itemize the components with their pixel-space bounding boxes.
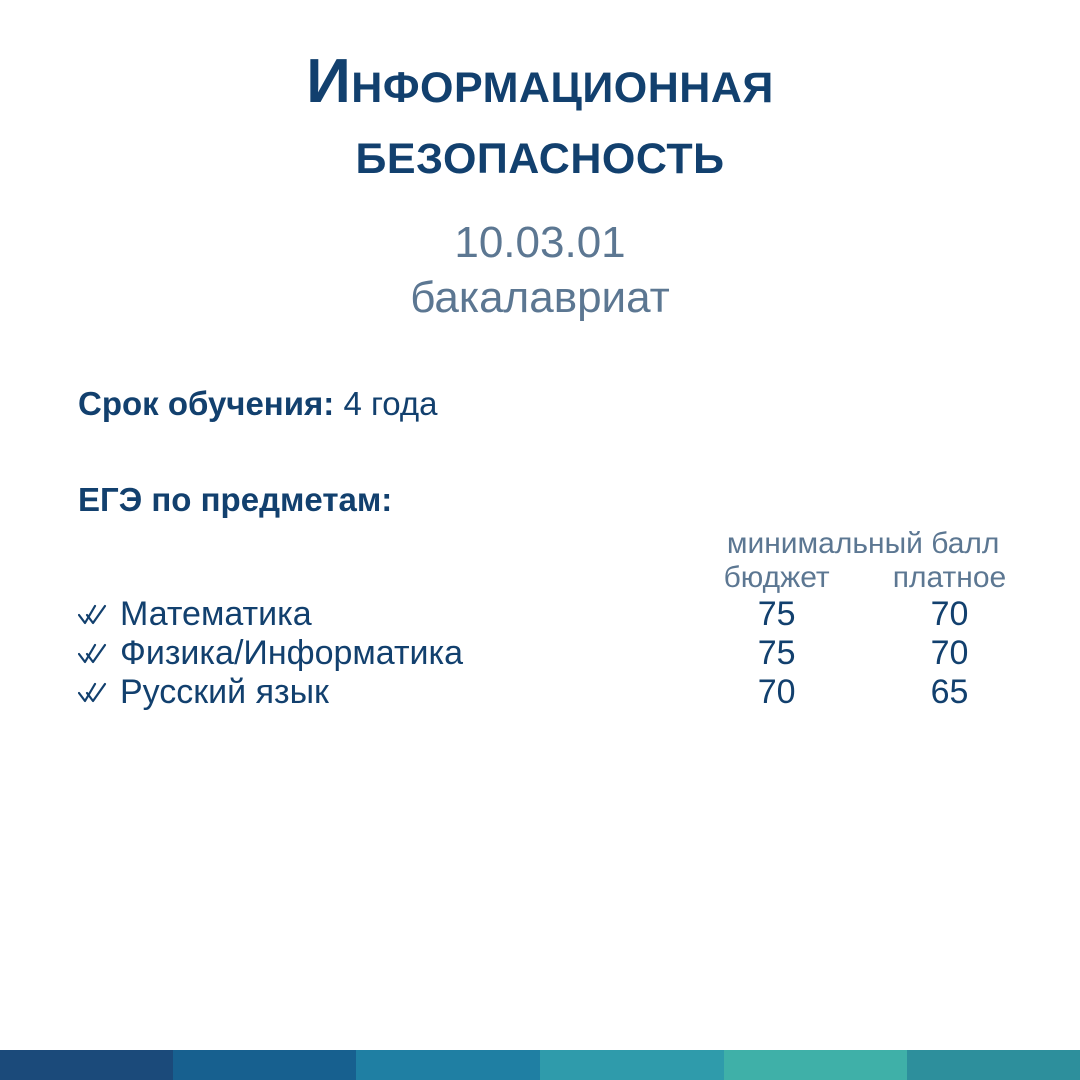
page-title-line-1: Информационная bbox=[306, 47, 774, 116]
subject-label: Математика bbox=[120, 594, 312, 633]
bottom-accent-bar bbox=[0, 1050, 1080, 1080]
paid-score: 70 bbox=[930, 594, 969, 633]
bar-segment bbox=[724, 1050, 908, 1080]
scores-table-head bbox=[78, 527, 1036, 595]
header-subject-blank bbox=[78, 527, 690, 561]
header-paid: платное bbox=[892, 560, 1007, 594]
paid-score: 70 bbox=[930, 633, 969, 672]
program-subtitle bbox=[0, 215, 1080, 325]
subject-label: Физика/Информатика bbox=[120, 633, 464, 672]
subject-cell bbox=[78, 673, 690, 712]
title-block bbox=[0, 0, 1080, 325]
header-subject bbox=[78, 561, 690, 595]
bar-segment bbox=[540, 1050, 724, 1080]
exams-heading: ЕГЭ по предметам: bbox=[78, 480, 393, 518]
paid-score: 65 bbox=[930, 672, 969, 711]
duration-label: Срок обучения: bbox=[78, 384, 335, 422]
scores-table bbox=[78, 527, 1036, 712]
scores-table-body bbox=[78, 595, 1036, 712]
duration-value: 4 года bbox=[343, 384, 438, 422]
bar-segment bbox=[356, 1050, 540, 1080]
header-min-score: минимальный балл bbox=[726, 526, 1000, 560]
table-header-group-row bbox=[78, 527, 1036, 561]
program-level: бакалавриат bbox=[410, 272, 670, 322]
subject-cell bbox=[78, 595, 690, 634]
double-check-icon bbox=[78, 597, 120, 631]
page-title bbox=[0, 46, 1080, 189]
subject-label: Русский язык bbox=[120, 672, 329, 711]
bar-segment bbox=[173, 1050, 357, 1080]
header-budget: бюджет bbox=[723, 560, 830, 594]
table-row bbox=[78, 595, 1036, 634]
subject-cell bbox=[78, 634, 690, 673]
program-code: 10.03.01 bbox=[454, 217, 626, 267]
duration-row bbox=[78, 385, 1036, 423]
budget-score: 75 bbox=[757, 633, 796, 672]
table-row bbox=[78, 673, 1036, 712]
bar-segment bbox=[907, 1050, 1080, 1080]
page-title-line-2: безопасность bbox=[355, 118, 725, 188]
budget-score: 75 bbox=[757, 594, 796, 633]
double-check-icon bbox=[78, 675, 120, 709]
table-row bbox=[78, 634, 1036, 673]
bar-segment bbox=[0, 1050, 173, 1080]
double-check-icon bbox=[78, 636, 120, 670]
table-header-row bbox=[78, 561, 1036, 595]
body-area bbox=[0, 385, 1080, 712]
budget-score: 70 bbox=[757, 672, 796, 711]
